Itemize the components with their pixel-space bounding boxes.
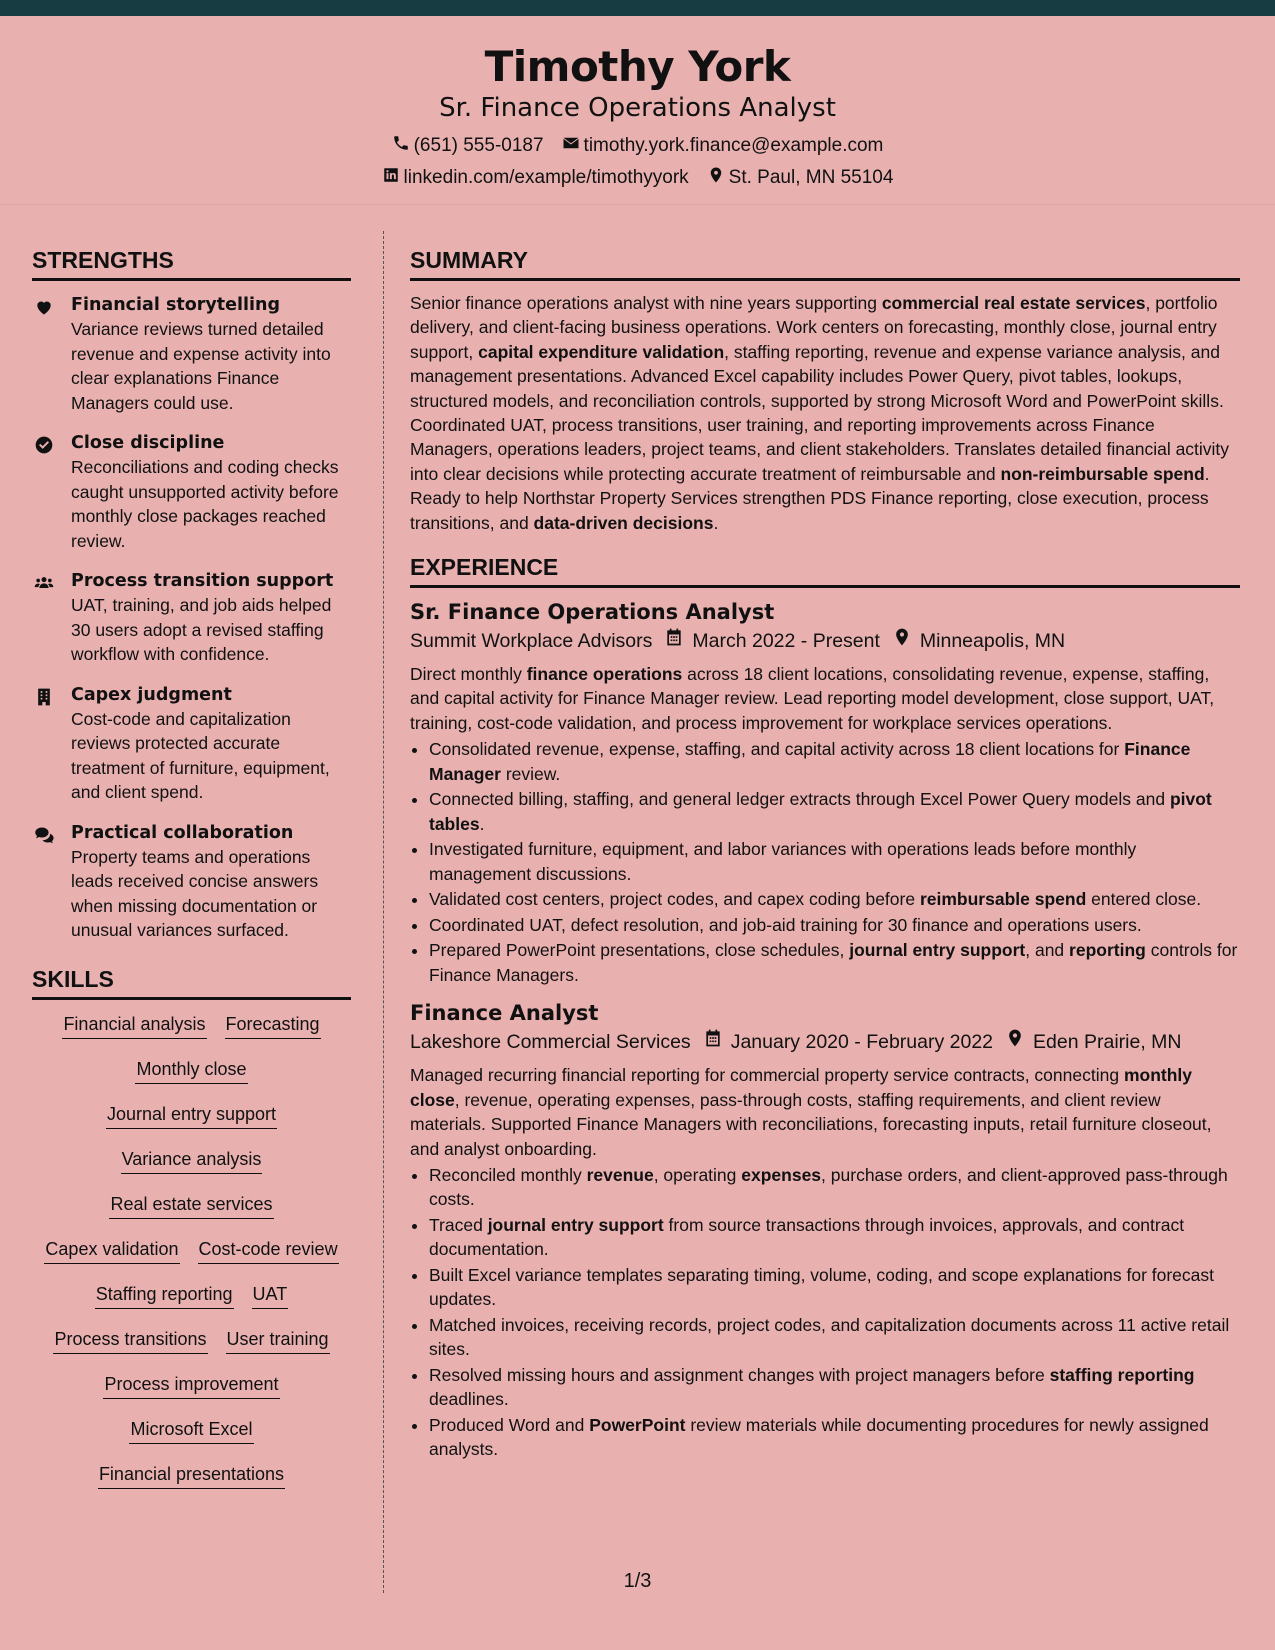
strengths-list <box>32 293 351 943</box>
location-text: St. Paul, MN 55104 <box>728 167 894 188</box>
check-circle-icon <box>34 435 54 455</box>
skill-row <box>32 1057 351 1102</box>
job-bullets <box>410 737 1240 987</box>
job-location: Eden Prairie, MN <box>1033 1031 1182 1054</box>
skill-row <box>32 1327 351 1372</box>
linkedin-icon <box>382 166 400 191</box>
skill-tag: Financial presentations <box>98 1462 285 1489</box>
map-pin-icon <box>707 166 725 191</box>
skill-tag: Process transitions <box>53 1327 207 1354</box>
location-contact <box>707 166 894 191</box>
strength-title: Financial storytelling <box>71 295 281 315</box>
job-dates: January 2020 - February 2022 <box>730 1031 994 1054</box>
skill-tag: Monthly close <box>135 1057 247 1084</box>
skill-tag: UAT <box>252 1282 289 1309</box>
skill-tag: Journal entry support <box>106 1102 277 1129</box>
skill-row <box>32 1192 351 1237</box>
skill-tag: Variance analysis <box>121 1147 263 1174</box>
job-location: Minneapolis, MN <box>919 630 1066 653</box>
skill-row <box>32 1147 351 1192</box>
bullet-item: • Prepared PowerPoint presentations, close schedules, journal entry support, and reporting controls for Finance Managers. <box>429 938 1240 987</box>
resume-header <box>0 16 1275 205</box>
skill-tag: Forecasting <box>225 1012 321 1039</box>
skill-row <box>32 1237 351 1282</box>
skill-tag: Cost-code review <box>198 1237 339 1264</box>
linkedin-text: linkedin.com/example/timothyyork <box>403 167 689 188</box>
strength-title: Practical collaboration <box>71 822 294 843</box>
bullet-item: • Connected billing, staffing, and general ledger extracts through Excel Power Query models and pivot tables. <box>429 787 1240 836</box>
strength-item <box>32 431 351 553</box>
calendar-icon <box>703 1027 723 1057</box>
contact-row-1 <box>0 134 1275 159</box>
skill-row <box>32 1102 351 1147</box>
email-contact[interactable] <box>562 134 884 159</box>
bullet-item: • Reconciled monthly revenue, operating expenses, purchase orders, and client-approved pass-through costs. <box>429 1163 1240 1212</box>
job-description: Direct monthly finance operations across 18 client locations, consolidating revenue, expense, staffing, and capital activity for Finance Manager review. Lead reporting model development, close support, UAT, training, cost-code validation, and process improvement for workplace services operations. <box>410 664 1215 733</box>
chat-bubbles-icon <box>34 825 54 845</box>
experience-heading: EXPERIENCE <box>410 553 1240 588</box>
skill-row <box>32 1372 351 1417</box>
left-column <box>32 246 351 1507</box>
map-pin-icon <box>892 626 912 656</box>
top-accent-bar <box>0 0 1275 16</box>
job-entry <box>410 598 1240 987</box>
job-description: Managed recurring financial reporting for commercial property service contracts, connecting monthly close, revenue, operating expenses, pass-through costs, staffing requirements, and client review materials. Supported Finance Managers with reconciliations, forecasting inputs, retail furniture closeout, and analyst onboarding. <box>410 1065 1212 1159</box>
skill-tag: Process improvement <box>103 1372 279 1399</box>
strength-description: Cost-code and capitalization reviews protected accurate treatment of furniture, equipment, and client spend. <box>71 708 330 802</box>
bullet-item: • Built Excel variance templates separating timing, volume, coding, and scope explanations for forecast updates. <box>429 1263 1240 1312</box>
calendar-icon <box>664 626 684 656</box>
skill-tag: User training <box>226 1327 330 1354</box>
candidate-title: Sr. Finance Operations Analyst <box>439 93 836 123</box>
strength-description: Reconciliations and coding checks caught unsupported activity before monthly close packages reached review. <box>71 457 339 551</box>
bullet-item: • Matched invoices, receiving records, project codes, and capitalization documents across 11 active retail sites. <box>429 1313 1240 1362</box>
job-dates: March 2022 - Present <box>692 630 880 653</box>
building-icon <box>34 687 54 707</box>
strength-item <box>32 683 351 805</box>
email-text: timothy.york.finance@example.com <box>583 135 884 156</box>
skill-tag: Microsoft Excel <box>129 1417 253 1444</box>
job-title: Sr. Finance Operations Analyst <box>410 600 775 625</box>
company-name: Lakeshore Commercial Services <box>410 1031 691 1054</box>
bullet-item: • Investigated furniture, equipment, and labor variances with operations leads before monthly management discussions. <box>429 837 1240 886</box>
strength-description: Property teams and operations leads received concise answers when missing documentation or unusual variances surfaced. <box>71 846 319 940</box>
strength-description: UAT, training, and job aids helped 30 users adopt a revised staffing workflow with confidence. <box>71 595 332 664</box>
skill-tag: Staffing reporting <box>95 1282 234 1309</box>
strength-description: Variance reviews turned detailed revenue and expense activity into clear explanations Finance Managers could use. <box>71 319 331 413</box>
bullet-item: • Coordinated UAT, defect resolution, and job-aid training for 30 finance and operations users. <box>429 913 1240 937</box>
skill-row <box>32 1417 351 1462</box>
skill-tag: Real estate services <box>109 1192 273 1219</box>
phone-text: (651) 555-0187 <box>413 135 544 156</box>
job-bullets <box>410 1163 1240 1462</box>
bullet-item: • Resolved missing hours and assignment changes with project managers before staffing reporting deadlines. <box>429 1363 1240 1412</box>
phone-icon <box>392 134 410 159</box>
bullet-item: • Consolidated revenue, expense, staffing, and capital activity across 18 client locations for Finance Manager review. <box>429 737 1240 786</box>
job-meta <box>410 1027 1240 1057</box>
column-divider <box>383 231 384 1593</box>
skill-tag: Capex validation <box>44 1237 179 1264</box>
job-entry <box>410 999 1240 1461</box>
phone-contact[interactable] <box>392 134 544 159</box>
map-pin-icon <box>1005 1027 1025 1057</box>
page-number: 1/3 <box>623 1570 652 1592</box>
strength-item <box>32 293 351 415</box>
candidate-name: Timothy York <box>484 42 791 91</box>
envelope-icon <box>562 134 580 159</box>
skill-row <box>32 1282 351 1327</box>
company-name: Summit Workplace Advisors <box>410 630 653 653</box>
bullet-item: • Validated cost centers, project codes, and capex coding before reimbursable spend entered close. <box>429 887 1240 911</box>
contact-row-2 <box>0 166 1275 191</box>
bullet-item: • Traced journal entry support from source transactions through invoices, approvals, and contract documentation. <box>429 1213 1240 1262</box>
skill-row <box>32 1462 351 1507</box>
heart-icon <box>34 297 54 317</box>
bullet-item: • Produced Word and PowerPoint review materials while documenting procedures for newly assigned analysts. <box>429 1413 1240 1462</box>
summary-heading: SUMMARY <box>410 246 1240 281</box>
strength-title: Process transition support <box>71 571 334 591</box>
strengths-heading: STRENGTHS <box>32 246 351 281</box>
strength-item <box>32 821 351 943</box>
skill-row <box>32 1012 351 1057</box>
users-icon <box>34 573 54 593</box>
right-column <box>410 246 1240 1474</box>
job-title: Finance Analyst <box>410 1001 599 1026</box>
summary-text: Senior finance operations analyst with nine years supporting commercial real estate services, portfolio delivery, and client-facing business operations. Work centers on forecasting, monthly close, journal entry support, capital expenditure validation, staffing reporting, revenue and expense variance analysis, and management presentations. Advanced Excel capability includes Power Query, pivot tables, lookups, structured models, and reconciliation controls, supported by strong Microsoft Word and PowerPoint skills. Coordinated UAT, process transitions, user training, and reporting improvements across Finance Managers, operations leaders, project teams, and client stakeholders. Translates detailed financial activity into clear decisions while protecting accurate treatment of reimbursable and non-reimbursable spend. Ready to help Northstar Property Services strengthen PDS Finance reporting, close execution, process transitions, and data-driven decisions. <box>410 293 1230 533</box>
skills-heading: SKILLS <box>32 965 351 1000</box>
job-meta <box>410 626 1240 656</box>
skills-list <box>32 1012 351 1507</box>
strength-title: Close discipline <box>71 433 225 453</box>
strength-item <box>32 569 351 667</box>
strength-title: Capex judgment <box>71 684 232 705</box>
skill-tag: Financial analysis <box>62 1012 206 1039</box>
linkedin-contact[interactable] <box>382 166 689 191</box>
